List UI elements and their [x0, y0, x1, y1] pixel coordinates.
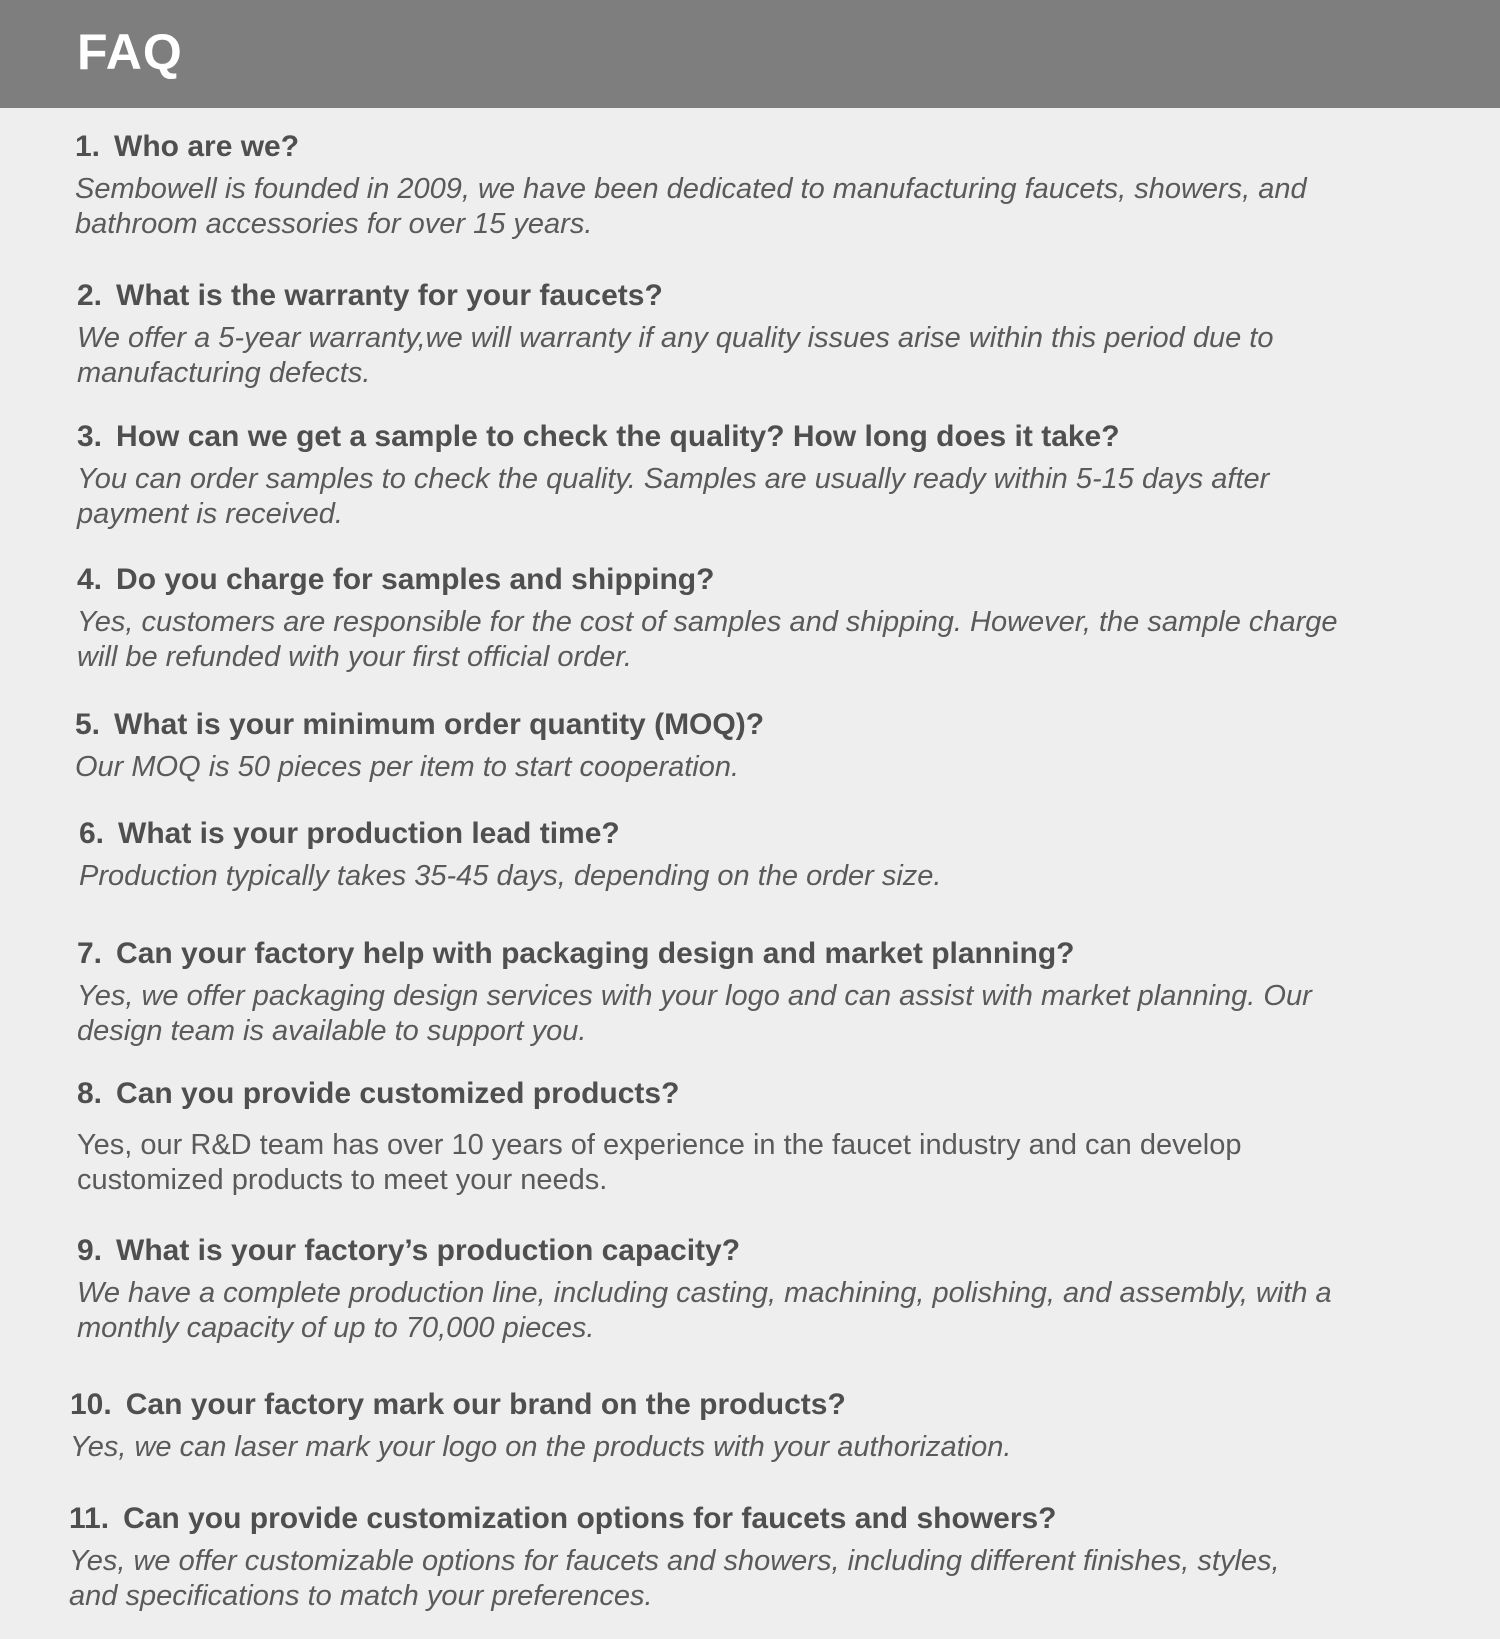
faq-number: 10. — [70, 1388, 112, 1421]
faq-question-text: What is your factory’s production capacity? — [116, 1234, 741, 1267]
faq-answer: We offer a 5-year warranty,we will warranty if any quality issues arise within this period due to manufacturing defects. — [77, 322, 1274, 389]
faq-question-text: Can you provide customized products? — [116, 1077, 680, 1110]
faq-answer: Our MOQ is 50 pieces per item to start cooperation. — [75, 751, 740, 783]
faq-item-1 — [75, 129, 1415, 242]
faq-question-text: What is your minimum order quantity (MOQ)? — [114, 708, 765, 741]
faq-item-4 — [77, 562, 1357, 675]
faq-answer: We have a complete production line, including casting, machining, polishing, and assembly, with a monthly capacity of up to 70,000 pieces. — [77, 1277, 1332, 1344]
faq-answer: Yes, we offer packaging design services with your logo and can assist with market planning. Our design team is available to support you. — [77, 980, 1312, 1047]
faq-number: 4. — [77, 563, 103, 596]
faq-answer: Sembowell is founded in 2009, we have been dedicated to manufacturing faucets, showers, and bathroom accessories for over 15 years. — [75, 173, 1307, 240]
faq-question — [77, 419, 1387, 455]
faq-question — [75, 707, 1455, 743]
faq-answer: You can order samples to check the quality. Samples are usually ready within 5-15 days after payment is received. — [77, 463, 1270, 530]
faq-number: 7. — [77, 937, 103, 970]
faq-item-8 — [77, 1076, 1367, 1198]
faq-question-text: Can your factory help with packaging design and market planning? — [116, 937, 1075, 970]
faq-question-text: Can you provide customization options for faucets and showers? — [123, 1502, 1057, 1535]
faq-number: 1. — [75, 130, 101, 163]
faq-question — [70, 1387, 1450, 1423]
faq-item-10 — [70, 1387, 1450, 1465]
faq-question-text: Do you charge for samples and shipping? — [116, 563, 715, 596]
faq-item-9 — [77, 1233, 1377, 1346]
faq-answer: Yes, customers are responsible for the cost of samples and shipping. However, the sample charge will be refunded with your first official order. — [77, 606, 1338, 673]
faq-header — [0, 0, 1500, 108]
faq-answer: Yes, we can laser mark your logo on the products with your authorization. — [70, 1431, 1012, 1463]
faq-question-text: Who are we? — [114, 130, 300, 163]
faq-item-6 — [79, 816, 1459, 894]
faq-number: 5. — [75, 708, 101, 741]
faq-question — [69, 1501, 1319, 1537]
faq-question — [77, 936, 1377, 972]
faq-item-3 — [77, 419, 1387, 532]
faq-answer: Yes, our R&D team has over 10 years of experience in the faucet industry and can develop customized products to meet your needs. — [77, 1129, 1242, 1196]
faq-question — [77, 562, 1357, 598]
faq-number: 6. — [79, 817, 105, 850]
faq-question — [77, 1233, 1377, 1269]
faq-number: 9. — [77, 1234, 103, 1267]
faq-item-7 — [77, 936, 1377, 1049]
faq-question-text: Can your factory mark our brand on the products? — [125, 1388, 846, 1421]
faq-item-5 — [75, 707, 1455, 785]
faq-question-text: What is the warranty for your faucets? — [116, 279, 663, 312]
faq-item-11 — [69, 1501, 1319, 1614]
faq-number: 8. — [77, 1077, 103, 1110]
faq-item-2 — [77, 278, 1387, 391]
faq-question — [77, 278, 1387, 314]
faq-question-text: How can we get a sample to check the quality? How long does it take? — [116, 420, 1120, 453]
faq-question — [77, 1076, 1367, 1112]
faq-answer: Yes, we offer customizable options for faucets and showers, including different finishes, styles, and specifications to match your preferences. — [69, 1545, 1280, 1612]
faq-number: 2. — [77, 279, 103, 312]
faq-number: 11. — [69, 1502, 110, 1535]
faq-answer: Production typically takes 35-45 days, depending on the order size. — [79, 860, 942, 892]
faq-question — [79, 816, 1459, 852]
faq-question-text: What is your production lead time? — [118, 817, 620, 850]
page-title: FAQ — [77, 24, 183, 80]
faq-question — [75, 129, 1415, 165]
faq-number: 3. — [77, 420, 103, 453]
